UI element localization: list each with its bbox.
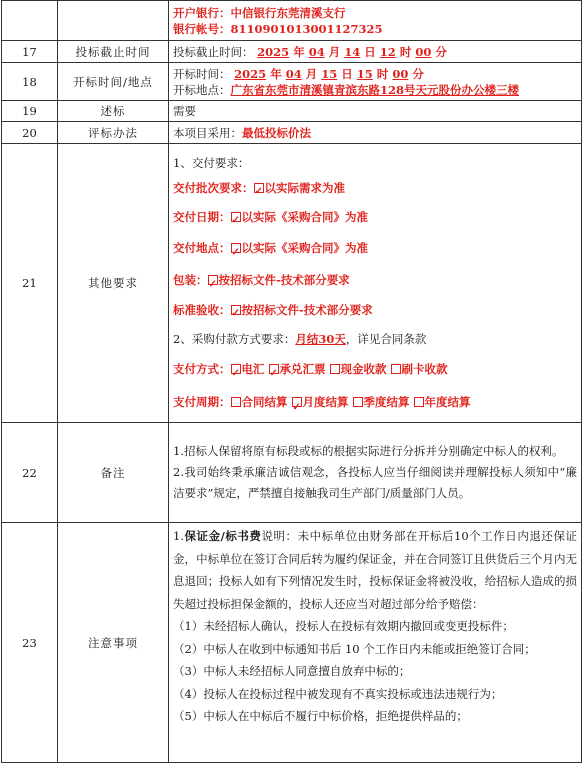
payment-method-option: 现金收款 xyxy=(340,362,387,376)
forfeit-item: （1）未经招标人确认，投标人在投标有效期内撤回或变更投标件； xyxy=(173,619,514,633)
opening-month: 04 xyxy=(285,66,302,81)
other-requirements-cell xyxy=(169,144,582,423)
notes-cell xyxy=(169,523,582,763)
deposit-paragraph xyxy=(173,525,577,615)
deadline-day: 14 xyxy=(344,44,361,59)
year-unit: 年 xyxy=(293,44,305,59)
row-name: 投标截止时间 xyxy=(58,41,169,63)
opening-place: 广东省东莞市清溪镇青滨东路128号天元股份办公楼三楼 xyxy=(230,82,520,97)
unchecked-box-icon xyxy=(391,364,401,374)
account-line: 银行帐号：8110901013001127325 xyxy=(173,21,383,36)
payment-method-label: 支付方式： xyxy=(173,362,231,376)
payment-cycle-label: 支付周期： xyxy=(173,395,231,409)
row-number-cell xyxy=(2,1,58,41)
delivery-batch-label: 交付批次要求： xyxy=(173,181,254,195)
table-row xyxy=(2,63,582,101)
opening-year: 2025 xyxy=(234,66,267,81)
day-unit: 日 xyxy=(364,44,376,59)
delivery-place-option: 以实际《采购合同》为准 xyxy=(241,241,368,255)
month-unit: 月 xyxy=(305,66,318,81)
table-row xyxy=(2,122,582,144)
presentation-value: 需要 xyxy=(169,101,582,122)
table-row xyxy=(2,423,582,523)
row-number: 23 xyxy=(2,523,58,763)
remark-1: 1.招标人保留将原有标段或标的根据实际进行分拆并分别确定中标人的权利。 xyxy=(173,444,564,458)
opening-place-prefix: 开标地点： xyxy=(173,82,231,97)
table-row xyxy=(2,144,582,423)
row-number: 22 xyxy=(2,423,58,523)
minute-unit: 分 xyxy=(435,44,447,59)
month-unit: 月 xyxy=(328,44,341,59)
row-name: 开标时间/地点 xyxy=(58,63,169,101)
row-number: 20 xyxy=(2,122,58,144)
delivery-heading: 1、交付要求： xyxy=(173,156,250,170)
hour-unit: 时 xyxy=(399,44,412,59)
payment-term: 月结30天 xyxy=(295,332,346,346)
opening-day: 15 xyxy=(321,66,338,81)
row-number: 17 xyxy=(2,41,58,63)
payment-cycles xyxy=(173,388,577,416)
row-name: 其他要求 xyxy=(58,144,169,423)
deadline-month: 04 xyxy=(308,44,325,59)
table-row xyxy=(2,41,582,63)
row-number: 18 xyxy=(2,63,58,101)
payment-cycle-option: 合同结算 xyxy=(241,395,288,409)
delivery-batch xyxy=(173,176,577,205)
delivery-place xyxy=(173,235,577,267)
payment-method-option: 承兑汇票 xyxy=(279,362,326,376)
checked-box-icon xyxy=(231,364,241,374)
deposit-text: 说明：未中标单位由财务部在开标后10个工作日内退还保证金，中标单位在签订合同后转为履约保证金，并在合同签订且供货后三个月内无息退回；投标人如有下列情况发生时，投标保证金将被没收，给招标人造成的损失超过投标担保金额的，投标人还应当对超过部分给予赔偿： xyxy=(173,529,577,611)
checked-box-icon xyxy=(292,397,302,407)
delivery-batch-option: 以实际需求为准 xyxy=(264,181,345,195)
delivery-place-label: 交付地点： xyxy=(173,241,231,255)
forfeit-item: （4）投标人在投标过程中被发现有不真实投标或违法违规行为； xyxy=(173,686,503,701)
opening-minute: 00 xyxy=(392,66,409,81)
unchecked-box-icon xyxy=(414,397,424,407)
row-name: 备注 xyxy=(58,423,169,523)
year-unit: 年 xyxy=(270,66,282,81)
payment-heading-suffix: ，详见合同条款 xyxy=(345,332,427,346)
payment-method-option: 电汇 xyxy=(241,362,265,376)
delivery-date-label: 交付日期： xyxy=(173,210,231,224)
acceptance-option: 按招标文件-技术部分要求 xyxy=(241,303,373,317)
day-unit: 日 xyxy=(341,66,353,81)
minute-unit: 分 xyxy=(412,66,424,81)
payment-cycle-option: 季度结算 xyxy=(363,395,410,409)
deadline-minute: 00 xyxy=(415,44,432,59)
row-name: 述标 xyxy=(58,101,169,122)
deadline-hour: 12 xyxy=(379,44,396,59)
table-row xyxy=(2,523,582,763)
checked-box-icon xyxy=(254,183,264,193)
hour-unit: 时 xyxy=(376,66,389,81)
bank-info-cell xyxy=(169,1,582,41)
payment-methods xyxy=(173,356,577,388)
payment-method-option: 刷卡收款 xyxy=(401,362,448,376)
remark-2: 2.我司始终秉承廉洁诚信观念，各投标人应当仔细阅读并理解投标人须知中“廉洁要求”规定，严禁擅自接触我司生产部门/质量部门人员。 xyxy=(173,465,577,500)
packaging-option: 按招标文件-技术部分要求 xyxy=(218,273,350,287)
unchecked-box-icon xyxy=(330,364,340,374)
opening-hour: 15 xyxy=(356,66,373,81)
payment-heading xyxy=(173,327,577,356)
forfeit-item: （5）中标人在中标后不履行中标价格，拒绝提供样品的； xyxy=(173,709,468,723)
opening-time-prefix: 开标时间： xyxy=(173,66,231,81)
row-name: 注意事项 xyxy=(58,523,169,763)
acceptance-label: 标准验收： xyxy=(173,303,231,317)
row-name: 评标办法 xyxy=(58,122,169,144)
deadline-prefix: 投标截止时间： xyxy=(173,44,254,59)
deadline-year: 2025 xyxy=(257,44,290,59)
forfeit-item: （3）中标人未经招标人同意擅自放弃中标的； xyxy=(173,664,411,678)
deposit-title: 保证金/标书费 xyxy=(183,529,262,543)
row-number: 19 xyxy=(2,101,58,122)
checked-box-icon xyxy=(208,275,218,285)
table-row xyxy=(2,1,582,41)
payment-cycle-option: 月度结算 xyxy=(302,395,349,409)
payment-heading-prefix: 2、采购付款方式要求： xyxy=(173,332,296,346)
acceptance xyxy=(173,298,577,327)
bid-info-table xyxy=(1,0,582,763)
table-row xyxy=(2,101,582,122)
row-name-cell xyxy=(58,1,169,41)
remarks-cell xyxy=(169,423,582,523)
forfeit-item: （2）中标人在收到中标通知书后 10 个工作日内未能或拒绝签订合同； xyxy=(173,641,536,656)
evaluation-method: 最低投标价法 xyxy=(242,125,311,140)
delivery-date xyxy=(173,205,577,235)
checked-box-icon xyxy=(269,364,279,374)
packaging-label: 包装： xyxy=(173,273,208,287)
deposit-prefix: 1. xyxy=(173,529,184,543)
delivery-date-option: 以实际《采购合同》为准 xyxy=(241,210,368,224)
row-number: 21 xyxy=(2,144,58,423)
unchecked-box-icon xyxy=(231,397,241,407)
checked-box-icon xyxy=(231,305,241,315)
packaging xyxy=(173,267,577,298)
checked-box-icon xyxy=(231,243,241,253)
checked-box-icon xyxy=(231,212,241,222)
unchecked-box-icon xyxy=(353,397,363,407)
payment-cycle-option: 年度结算 xyxy=(424,395,471,409)
bank-line: 开户银行：中信银行东莞清溪支行 xyxy=(173,5,346,20)
evaluation-prefix: 本项目采用： xyxy=(173,125,242,140)
evaluation-cell xyxy=(169,122,582,144)
deadline-cell xyxy=(169,41,582,63)
opening-cell xyxy=(169,63,582,101)
